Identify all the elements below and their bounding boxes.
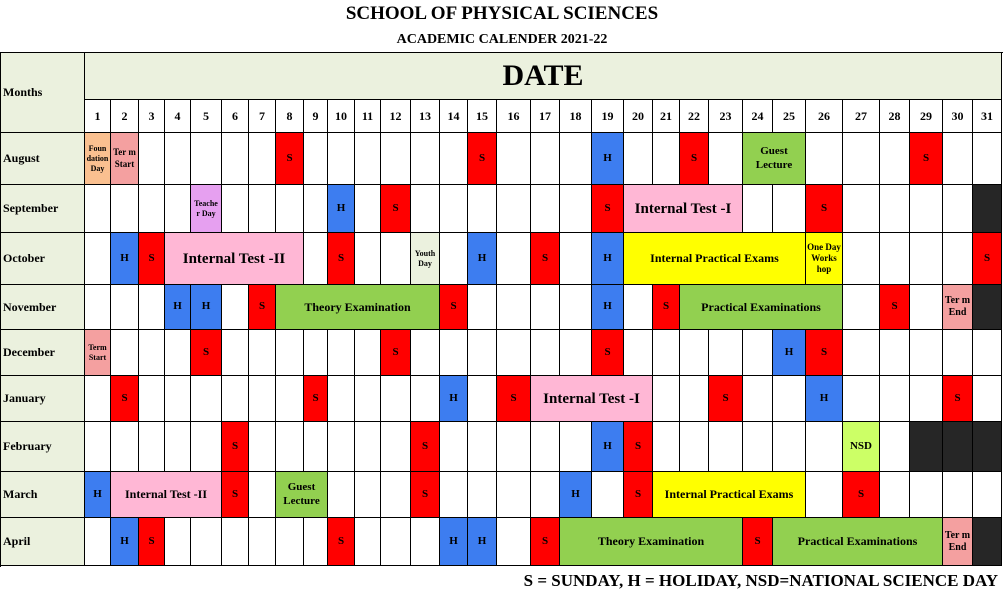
sunday-cell: S	[743, 518, 773, 566]
day-cell	[653, 376, 680, 422]
sunday-cell: S	[653, 285, 680, 330]
month-label-february: February	[0, 422, 85, 472]
day-cell	[328, 133, 355, 185]
day-number: 25	[773, 100, 806, 133]
day-cell	[560, 233, 592, 285]
sunday-cell: S	[440, 285, 468, 330]
day-cell	[773, 185, 806, 233]
day-cell	[165, 376, 191, 422]
day-cell	[973, 376, 1002, 422]
event-exam: Guest Lecture	[276, 472, 328, 518]
day-cell	[139, 376, 165, 422]
holiday-cell: H	[111, 233, 139, 285]
day-number: 24	[743, 100, 773, 133]
month-label-october: October	[0, 233, 85, 285]
day-cell	[304, 185, 328, 233]
day-cell	[973, 133, 1002, 185]
day-cell	[165, 422, 191, 472]
holiday-cell: H	[111, 518, 139, 566]
day-number: 1	[85, 100, 111, 133]
day-cell	[880, 233, 910, 285]
invalid-date-cell	[973, 422, 1002, 472]
sunday-cell: S	[806, 185, 843, 233]
sunday-cell: S	[592, 185, 624, 233]
day-cell	[139, 185, 165, 233]
event-practical: Internal Practical Exams	[624, 233, 806, 285]
page-subtitle: ACADEMIC CALENDER 2021-22	[396, 32, 608, 47]
holiday-cell: H	[165, 285, 191, 330]
day-cell	[222, 133, 249, 185]
day-cell	[709, 330, 743, 376]
date-header: DATE	[85, 52, 1002, 100]
sunday-cell: S	[806, 330, 843, 376]
holiday-cell: H	[592, 233, 624, 285]
sunday-cell: S	[249, 285, 276, 330]
day-cell	[468, 330, 497, 376]
day-cell	[592, 472, 624, 518]
day-cell	[910, 233, 943, 285]
day-cell	[910, 472, 943, 518]
day-number: 16	[497, 100, 531, 133]
day-cell	[653, 422, 680, 472]
day-cell	[531, 472, 560, 518]
day-number: 27	[843, 100, 880, 133]
day-cell	[468, 472, 497, 518]
day-cell	[381, 472, 411, 518]
day-cell	[843, 285, 880, 330]
day-number: 5	[191, 100, 222, 133]
month-label-september: September	[0, 185, 85, 233]
day-cell	[624, 133, 653, 185]
day-number: 31	[973, 100, 1002, 133]
day-cell	[973, 472, 1002, 518]
day-cell	[139, 133, 165, 185]
day-cell	[355, 518, 381, 566]
legend: S = SUNDAY, H = HOLIDAY, NSD=NATIONAL SCIENCE DAY	[523, 571, 998, 590]
sunday-cell: S	[222, 472, 249, 518]
day-cell	[773, 422, 806, 472]
day-cell	[304, 330, 328, 376]
sunday-cell: S	[411, 422, 440, 472]
day-cell	[943, 330, 973, 376]
holiday-cell: H	[773, 330, 806, 376]
day-cell	[531, 330, 560, 376]
day-cell	[709, 133, 743, 185]
event-test: Internal Test -II	[111, 472, 222, 518]
day-number: 4	[165, 100, 191, 133]
invalid-date-cell	[973, 285, 1002, 330]
holiday-cell: H	[592, 422, 624, 472]
day-cell	[411, 185, 440, 233]
sunday-cell: S	[709, 376, 743, 422]
event-exam: Theory Examination	[276, 285, 440, 330]
day-cell	[560, 330, 592, 376]
day-cell	[165, 518, 191, 566]
event-youth: Youth Day	[411, 233, 440, 285]
day-cell	[880, 330, 910, 376]
day-cell	[139, 330, 165, 376]
day-cell	[973, 330, 1002, 376]
day-cell	[111, 285, 139, 330]
invalid-date-cell	[973, 518, 1002, 566]
holiday-cell: H	[592, 285, 624, 330]
day-cell	[111, 185, 139, 233]
sunday-cell: S	[328, 233, 355, 285]
day-cell	[843, 330, 880, 376]
sunday-cell: S	[880, 285, 910, 330]
day-cell	[497, 185, 531, 233]
event-term: Term Start	[85, 330, 111, 376]
day-cell	[910, 185, 943, 233]
day-cell	[806, 422, 843, 472]
day-cell	[276, 422, 304, 472]
day-number: 30	[943, 100, 973, 133]
sunday-cell: S	[468, 133, 497, 185]
event-exam: Theory Examination	[560, 518, 743, 566]
day-cell	[560, 185, 592, 233]
day-number: 29	[910, 100, 943, 133]
day-cell	[910, 285, 943, 330]
day-cell	[943, 133, 973, 185]
day-cell	[531, 422, 560, 472]
day-number: 10	[328, 100, 355, 133]
day-cell	[249, 133, 276, 185]
day-cell	[249, 422, 276, 472]
day-number: 18	[560, 100, 592, 133]
day-cell	[468, 376, 497, 422]
holiday-cell: H	[468, 233, 497, 285]
sunday-cell: S	[328, 518, 355, 566]
day-cell	[497, 233, 531, 285]
day-cell	[191, 518, 222, 566]
day-cell	[85, 376, 111, 422]
event-test: Internal Test -II	[165, 233, 304, 285]
day-cell	[85, 285, 111, 330]
day-cell	[653, 330, 680, 376]
day-cell	[440, 233, 468, 285]
day-cell	[843, 133, 880, 185]
event-exam: Practical Examinations	[680, 285, 843, 330]
day-cell	[653, 133, 680, 185]
day-cell	[85, 518, 111, 566]
month-label-december: December	[0, 330, 85, 376]
holiday-cell: H	[440, 376, 468, 422]
day-cell	[304, 133, 328, 185]
sunday-cell: S	[111, 376, 139, 422]
holiday-cell: H	[328, 185, 355, 233]
day-number: 9	[304, 100, 328, 133]
day-cell	[381, 133, 411, 185]
invalid-date-cell	[910, 422, 943, 472]
day-cell	[191, 422, 222, 472]
event-term: Ter m End	[943, 285, 973, 330]
day-cell	[880, 133, 910, 185]
day-cell	[843, 376, 880, 422]
day-cell	[249, 518, 276, 566]
day-cell	[355, 376, 381, 422]
day-cell	[497, 330, 531, 376]
months-header: Months	[0, 52, 85, 133]
day-cell	[304, 422, 328, 472]
day-cell	[440, 472, 468, 518]
sunday-cell: S	[497, 376, 531, 422]
day-cell	[411, 133, 440, 185]
month-label-january: January	[0, 376, 85, 422]
day-cell	[249, 185, 276, 233]
day-cell	[440, 422, 468, 472]
sunday-cell: S	[910, 133, 943, 185]
sunday-cell: S	[276, 133, 304, 185]
day-cell	[497, 422, 531, 472]
sunday-cell: S	[531, 233, 560, 285]
day-cell	[111, 422, 139, 472]
day-number: 11	[355, 100, 381, 133]
day-cell	[843, 185, 880, 233]
day-cell	[222, 376, 249, 422]
day-number: 7	[249, 100, 276, 133]
day-cell	[85, 185, 111, 233]
day-number: 20	[624, 100, 653, 133]
day-cell	[191, 376, 222, 422]
day-cell	[560, 133, 592, 185]
calendar-grid	[0, 52, 1004, 566]
day-number: 17	[531, 100, 560, 133]
sunday-cell: S	[973, 233, 1002, 285]
day-cell	[165, 133, 191, 185]
day-cell	[381, 233, 411, 285]
day-cell	[743, 376, 773, 422]
day-cell	[880, 472, 910, 518]
holiday-cell: H	[806, 376, 843, 422]
day-cell	[440, 185, 468, 233]
sunday-cell: S	[304, 376, 328, 422]
day-cell	[355, 233, 381, 285]
day-cell	[249, 472, 276, 518]
sunday-cell: S	[381, 330, 411, 376]
day-number: 22	[680, 100, 709, 133]
sunday-cell: S	[843, 472, 880, 518]
day-cell	[411, 518, 440, 566]
sunday-cell: S	[531, 518, 560, 566]
day-cell	[411, 376, 440, 422]
day-cell	[276, 376, 304, 422]
day-cell	[497, 133, 531, 185]
day-cell	[497, 285, 531, 330]
day-cell	[440, 133, 468, 185]
day-cell	[191, 133, 222, 185]
day-cell	[355, 472, 381, 518]
day-cell	[304, 518, 328, 566]
day-cell	[468, 422, 497, 472]
month-label-november: November	[0, 285, 85, 330]
holiday-cell: H	[191, 285, 222, 330]
day-cell	[139, 422, 165, 472]
day-number: 8	[276, 100, 304, 133]
event-practical: Internal Practical Exams	[653, 472, 806, 518]
day-cell	[222, 518, 249, 566]
day-number: 26	[806, 100, 843, 133]
holiday-cell: H	[468, 518, 497, 566]
day-number: 2	[111, 100, 139, 133]
day-cell	[531, 285, 560, 330]
day-number: 3	[139, 100, 165, 133]
day-cell	[355, 133, 381, 185]
day-cell	[222, 285, 249, 330]
invalid-date-cell	[943, 422, 973, 472]
day-cell	[560, 422, 592, 472]
day-cell	[880, 376, 910, 422]
day-cell	[381, 518, 411, 566]
day-cell	[943, 472, 973, 518]
holiday-cell: H	[440, 518, 468, 566]
invalid-date-cell	[973, 185, 1002, 233]
event-foundation: Foun dation Day	[85, 133, 111, 185]
month-label-april: April	[0, 518, 85, 566]
day-cell	[381, 376, 411, 422]
holiday-cell: H	[592, 133, 624, 185]
day-cell	[276, 185, 304, 233]
day-cell	[355, 185, 381, 233]
day-cell	[497, 472, 531, 518]
day-cell	[355, 330, 381, 376]
day-cell	[139, 285, 165, 330]
day-cell	[328, 376, 355, 422]
day-cell	[328, 330, 355, 376]
day-cell	[910, 330, 943, 376]
day-cell	[880, 422, 910, 472]
day-cell	[624, 330, 653, 376]
holiday-cell: H	[85, 472, 111, 518]
sunday-cell: S	[381, 185, 411, 233]
day-cell	[910, 376, 943, 422]
day-cell	[328, 422, 355, 472]
day-number: 15	[468, 100, 497, 133]
month-label-august: August	[0, 133, 85, 185]
holiday-cell: H	[560, 472, 592, 518]
day-cell	[85, 233, 111, 285]
event-practical: One Day Works hop	[806, 233, 843, 285]
day-cell	[468, 285, 497, 330]
day-cell	[222, 185, 249, 233]
day-cell	[943, 185, 973, 233]
day-cell	[111, 330, 139, 376]
event-test: Internal Test -I	[531, 376, 653, 422]
event-term: Ter m End	[943, 518, 973, 566]
day-cell	[624, 285, 653, 330]
day-cell	[743, 422, 773, 472]
sunday-cell: S	[592, 330, 624, 376]
day-cell	[222, 330, 249, 376]
day-cell	[531, 133, 560, 185]
day-cell	[249, 330, 276, 376]
event-exam: Guest Lecture	[743, 133, 806, 185]
day-number: 19	[592, 100, 624, 133]
day-number: 28	[880, 100, 910, 133]
day-cell	[560, 285, 592, 330]
day-cell	[328, 472, 355, 518]
page-title: SCHOOL OF PHYSICAL SCIENCES	[345, 3, 659, 24]
day-cell	[709, 422, 743, 472]
sunday-cell: S	[624, 422, 653, 472]
day-cell	[381, 422, 411, 472]
day-cell	[806, 133, 843, 185]
day-cell	[680, 422, 709, 472]
event-test: Internal Test -I	[624, 185, 743, 233]
day-cell	[85, 422, 111, 472]
month-label-march: March	[0, 472, 85, 518]
day-number: 6	[222, 100, 249, 133]
sunday-cell: S	[191, 330, 222, 376]
day-number: 23	[709, 100, 743, 133]
day-cell	[773, 376, 806, 422]
day-cell	[276, 330, 304, 376]
sunday-cell: S	[680, 133, 709, 185]
day-cell	[249, 376, 276, 422]
day-cell	[680, 376, 709, 422]
sunday-cell: S	[222, 422, 249, 472]
day-cell	[165, 330, 191, 376]
event-term: Ter m Start	[111, 133, 139, 185]
day-cell	[468, 185, 497, 233]
day-cell	[943, 233, 973, 285]
sunday-cell: S	[139, 233, 165, 285]
day-cell	[806, 472, 843, 518]
day-number: 14	[440, 100, 468, 133]
day-number: 21	[653, 100, 680, 133]
sunday-cell: S	[624, 472, 653, 518]
day-cell	[531, 185, 560, 233]
sunday-cell: S	[411, 472, 440, 518]
day-cell	[165, 185, 191, 233]
event-teacher: Teache r Day	[191, 185, 222, 233]
day-number: 12	[381, 100, 411, 133]
sunday-cell: S	[943, 376, 973, 422]
day-cell	[497, 518, 531, 566]
day-number: 13	[411, 100, 440, 133]
day-cell	[276, 518, 304, 566]
sunday-cell: S	[139, 518, 165, 566]
event-nsd: NSD	[843, 422, 880, 472]
day-cell	[843, 233, 880, 285]
day-cell	[355, 422, 381, 472]
day-cell	[304, 233, 328, 285]
day-cell	[411, 330, 440, 376]
day-cell	[680, 330, 709, 376]
day-cell	[743, 185, 773, 233]
day-cell	[880, 185, 910, 233]
event-exam: Practical Examinations	[773, 518, 943, 566]
day-cell	[743, 330, 773, 376]
day-cell	[440, 330, 468, 376]
